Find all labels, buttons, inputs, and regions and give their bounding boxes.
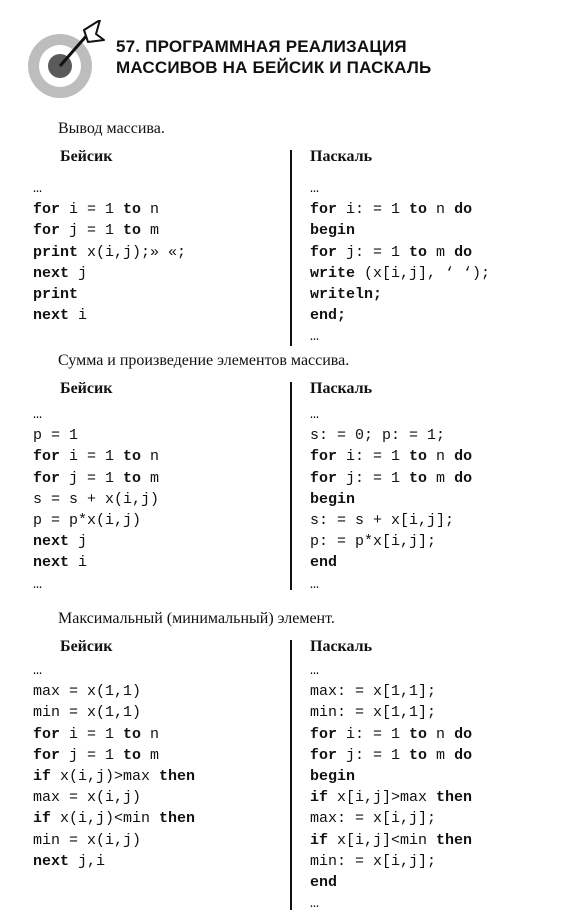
code-text: i = 1 bbox=[60, 725, 124, 743]
pascal-code-block bbox=[310, 178, 490, 348]
code-line bbox=[33, 220, 186, 241]
pascal-code-block bbox=[310, 404, 472, 595]
code-line bbox=[310, 199, 490, 220]
code-line bbox=[310, 745, 472, 766]
code-text: … bbox=[310, 328, 320, 346]
code-line bbox=[33, 531, 159, 552]
code-text: … bbox=[33, 575, 43, 593]
code-line bbox=[310, 574, 472, 595]
code-line bbox=[310, 178, 490, 199]
code-text: min: = x[i,j]; bbox=[310, 852, 437, 870]
code-keyword: end bbox=[310, 554, 338, 572]
code-text: i bbox=[69, 554, 88, 572]
code-line bbox=[33, 263, 186, 284]
code-keyword: then bbox=[159, 767, 196, 785]
code-keyword: then bbox=[159, 810, 196, 828]
basic-column-title: Бейсик bbox=[60, 380, 113, 397]
code-line bbox=[33, 787, 195, 808]
code-keyword: to bbox=[409, 243, 428, 261]
code-line bbox=[310, 242, 490, 263]
code-keyword: for bbox=[33, 222, 61, 240]
code-line bbox=[310, 830, 472, 851]
code-text: min: = x[1,1]; bbox=[310, 704, 437, 722]
code-keyword: for bbox=[310, 746, 338, 764]
code-text: … bbox=[310, 180, 320, 197]
code-keyword: do bbox=[454, 746, 473, 764]
code-text: x[i,j]>max bbox=[328, 789, 437, 807]
code-text: j = 1 bbox=[60, 222, 124, 240]
code-text: n bbox=[141, 448, 160, 466]
code-keyword: for bbox=[310, 243, 338, 261]
code-text: … bbox=[310, 662, 320, 679]
code-text: … bbox=[33, 662, 43, 679]
code-line bbox=[33, 199, 186, 220]
code-line bbox=[310, 681, 472, 702]
section-caption: Максимальный (минимальный) элемент. bbox=[58, 610, 335, 627]
code-line bbox=[33, 404, 159, 425]
code-line bbox=[310, 787, 472, 808]
code-text: i: = 1 bbox=[337, 201, 410, 219]
code-text: p = 1 bbox=[33, 427, 79, 445]
page-title-line-1: 57. ПРОГРАММНАЯ РЕАЛИЗАЦИЯ bbox=[116, 37, 407, 56]
column-divider bbox=[290, 382, 292, 590]
code-keyword: write bbox=[310, 264, 356, 282]
code-line bbox=[310, 326, 490, 347]
code-keyword: to bbox=[123, 201, 142, 219]
code-text: i: = 1 bbox=[337, 725, 410, 743]
code-line bbox=[310, 766, 472, 787]
code-line bbox=[33, 702, 195, 723]
code-text: min = x(1,1) bbox=[33, 704, 142, 722]
code-text: x(i,j);» «; bbox=[78, 243, 187, 261]
code-keyword: then bbox=[436, 789, 473, 807]
code-keyword: next bbox=[33, 264, 70, 282]
code-line bbox=[310, 404, 472, 425]
code-line bbox=[33, 284, 186, 305]
page-title-line-2: МАССИВОВ НА БЕЙСИК И ПАСКАЛЬ bbox=[116, 58, 432, 77]
code-text: … bbox=[310, 406, 320, 423]
code-line bbox=[33, 681, 195, 702]
code-keyword: do bbox=[454, 725, 473, 743]
code-keyword: do bbox=[454, 469, 473, 487]
code-line bbox=[310, 220, 490, 241]
code-text: (x[i,j], ‘ ‘); bbox=[355, 264, 491, 282]
code-text: m bbox=[427, 469, 455, 487]
code-text: x(i,j)>max bbox=[51, 767, 160, 785]
code-keyword: for bbox=[33, 746, 61, 764]
column-divider bbox=[290, 640, 292, 910]
code-line bbox=[310, 552, 472, 573]
code-text: max: = x[1,1]; bbox=[310, 683, 437, 701]
page-header bbox=[0, 0, 576, 110]
code-keyword: writeln; bbox=[310, 285, 383, 303]
section-sum-product bbox=[0, 352, 576, 600]
code-keyword: to bbox=[123, 725, 142, 743]
code-line bbox=[310, 446, 472, 467]
basic-code-block bbox=[33, 178, 186, 326]
code-line bbox=[33, 660, 195, 681]
code-text: m bbox=[427, 746, 455, 764]
code-keyword: if bbox=[33, 810, 52, 828]
code-text: j = 1 bbox=[60, 469, 124, 487]
code-line bbox=[310, 263, 490, 284]
code-line bbox=[310, 724, 472, 745]
code-keyword: end; bbox=[310, 307, 347, 325]
code-line bbox=[33, 425, 159, 446]
section-max-min bbox=[0, 610, 576, 914]
pascal-column-title: Паскаль bbox=[310, 638, 373, 655]
code-keyword: for bbox=[33, 201, 61, 219]
code-line bbox=[33, 468, 159, 489]
code-text: j: = 1 bbox=[337, 243, 410, 261]
code-line bbox=[310, 305, 490, 326]
code-keyword: to bbox=[409, 448, 428, 466]
code-text: j: = 1 bbox=[337, 469, 410, 487]
code-line bbox=[310, 531, 472, 552]
code-keyword: to bbox=[123, 469, 142, 487]
code-line bbox=[33, 305, 186, 326]
code-text: max = x(1,1) bbox=[33, 683, 142, 701]
code-text: s: = s + x[i,j]; bbox=[310, 511, 455, 529]
code-line bbox=[310, 872, 472, 893]
code-keyword: to bbox=[123, 746, 142, 764]
code-keyword: end bbox=[310, 873, 338, 891]
code-text: m bbox=[427, 243, 455, 261]
code-line bbox=[33, 830, 195, 851]
code-keyword: next bbox=[33, 307, 70, 325]
code-text: j,i bbox=[69, 852, 106, 870]
code-line bbox=[33, 808, 195, 829]
code-keyword: to bbox=[123, 448, 142, 466]
code-line bbox=[33, 446, 159, 467]
code-line bbox=[310, 510, 472, 531]
code-text: j: = 1 bbox=[337, 746, 410, 764]
code-keyword: to bbox=[409, 725, 428, 743]
page-title bbox=[116, 36, 431, 78]
code-line bbox=[33, 851, 195, 872]
code-line bbox=[310, 851, 472, 872]
code-text: p = p*x(i,j) bbox=[33, 511, 142, 529]
code-keyword: if bbox=[310, 789, 329, 807]
code-keyword: begin bbox=[310, 767, 356, 785]
code-keyword: for bbox=[310, 201, 338, 219]
code-keyword: print bbox=[33, 285, 79, 303]
code-text: i: = 1 bbox=[337, 448, 410, 466]
code-text: … bbox=[33, 180, 43, 197]
code-line bbox=[310, 284, 490, 305]
code-text: x[i,j]<min bbox=[328, 831, 437, 849]
code-keyword: then bbox=[436, 831, 473, 849]
target-dart-icon bbox=[26, 20, 106, 100]
code-keyword: next bbox=[33, 852, 70, 870]
code-keyword: to bbox=[409, 746, 428, 764]
code-text: … bbox=[310, 575, 320, 593]
code-line bbox=[33, 510, 159, 531]
code-text: n bbox=[427, 201, 455, 219]
code-line bbox=[310, 425, 472, 446]
code-keyword: if bbox=[310, 831, 329, 849]
code-text: i = 1 bbox=[60, 448, 124, 466]
basic-code-block bbox=[33, 404, 159, 595]
code-text: max = x(i,j) bbox=[33, 789, 142, 807]
code-keyword: print bbox=[33, 243, 79, 261]
code-keyword: next bbox=[33, 554, 70, 572]
code-text: s: = 0; p: = 1; bbox=[310, 427, 446, 445]
code-text: i = 1 bbox=[60, 201, 124, 219]
code-keyword: for bbox=[33, 469, 61, 487]
code-text: x(i,j)<min bbox=[51, 810, 160, 828]
code-keyword: do bbox=[454, 448, 473, 466]
code-text: j bbox=[69, 264, 88, 282]
code-keyword: do bbox=[454, 243, 473, 261]
basic-column-title: Бейсик bbox=[60, 638, 113, 655]
section-caption: Сумма и произведение элементов массива. bbox=[58, 352, 350, 369]
code-text: n bbox=[141, 725, 160, 743]
code-keyword: for bbox=[310, 448, 338, 466]
code-line bbox=[33, 242, 186, 263]
code-text: m bbox=[141, 222, 160, 240]
code-keyword: begin bbox=[310, 490, 356, 508]
section-array-output bbox=[0, 118, 576, 348]
code-text: min = x(i,j) bbox=[33, 831, 142, 849]
basic-code-block bbox=[33, 660, 195, 872]
code-line bbox=[310, 468, 472, 489]
code-line bbox=[33, 574, 159, 595]
code-text: s = s + x(i,j) bbox=[33, 490, 160, 508]
code-keyword: do bbox=[454, 201, 473, 219]
code-line bbox=[310, 660, 472, 681]
code-line bbox=[310, 489, 472, 510]
column-divider bbox=[290, 150, 292, 346]
code-text: … bbox=[33, 406, 43, 423]
section-caption: Вывод массива. bbox=[58, 120, 165, 137]
code-line bbox=[310, 893, 472, 914]
code-line bbox=[33, 178, 186, 199]
code-line bbox=[33, 724, 195, 745]
code-keyword: to bbox=[409, 469, 428, 487]
code-keyword: for bbox=[33, 725, 61, 743]
code-text: n bbox=[427, 725, 455, 743]
code-text: m bbox=[141, 469, 160, 487]
code-text: i bbox=[69, 307, 88, 325]
code-keyword: to bbox=[409, 201, 428, 219]
code-keyword: for bbox=[310, 469, 338, 487]
code-keyword: begin bbox=[310, 222, 356, 240]
code-line bbox=[33, 552, 159, 573]
code-line bbox=[310, 702, 472, 723]
code-line bbox=[33, 745, 195, 766]
pascal-code-block bbox=[310, 660, 472, 914]
code-text: j bbox=[69, 533, 88, 551]
code-keyword: to bbox=[123, 222, 142, 240]
code-keyword: if bbox=[33, 767, 52, 785]
code-text: max: = x[i,j]; bbox=[310, 810, 437, 828]
code-text: m bbox=[141, 746, 160, 764]
pascal-column-title: Паскаль bbox=[310, 380, 373, 397]
basic-column-title: Бейсик bbox=[60, 148, 113, 165]
code-line bbox=[33, 489, 159, 510]
code-text: p: = p*x[i,j]; bbox=[310, 533, 437, 551]
code-line bbox=[310, 808, 472, 829]
code-text: … bbox=[310, 895, 320, 913]
code-text: j = 1 bbox=[60, 746, 124, 764]
code-text: n bbox=[427, 448, 455, 466]
pascal-column-title: Паскаль bbox=[310, 148, 373, 165]
code-keyword: for bbox=[310, 725, 338, 743]
code-text: n bbox=[141, 201, 160, 219]
code-keyword: for bbox=[33, 448, 61, 466]
code-keyword: next bbox=[33, 533, 70, 551]
code-line bbox=[33, 766, 195, 787]
